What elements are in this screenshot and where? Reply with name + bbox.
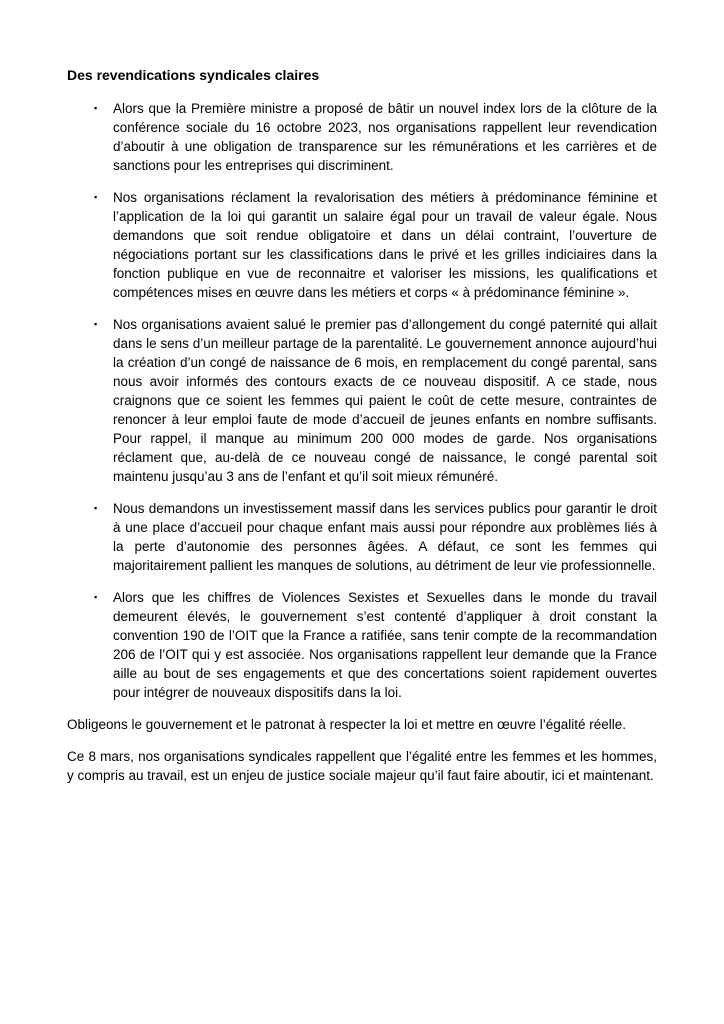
square-bullet-icon: ▪ bbox=[94, 103, 98, 113]
bullet-item bbox=[67, 188, 657, 302]
closing-paragraph: Obligeons le gouvernement et le patronat à respecter la loi et mettre en œuvre l’égalité réelle. bbox=[67, 717, 627, 732]
bullet-text: Alors que la Première ministre a proposé de bâtir un nouvel index lors de la clôture de la conférence sociale du 16 octobre 2023, nos organisations rappellent leur revendication d’aboutir à une obligation de transparence sur les rémunérations et les carrières et de sanctions pour les entreprises qui discriminent. bbox=[113, 101, 657, 173]
bullet-item bbox=[67, 499, 657, 575]
square-bullet-icon: ▪ bbox=[94, 319, 98, 329]
bullet-list bbox=[67, 99, 657, 702]
bullet-text: Nos organisations réclament la revalorisation des métiers à prédominance féminine et l’application de la loi qui garantit un salaire égal pour un travail de valeur égale. Nous demandons que soit rendue obligatoire et dans un délai contraint, l’ouverture de négociations portant sur les classifications dans le privé et les grilles indiciaires dans la fonction publique en vue de reconnaitre et valoriser les missions, les qualifications et compétences mises en œuvre dans les métiers et corps « à prédominance féminine ». bbox=[113, 190, 657, 300]
bullet-item bbox=[67, 588, 657, 702]
bullet-item bbox=[67, 315, 657, 486]
bullet-text: Nos organisations avaient salué le premier pas d’allongement du congé paternité qui allait dans le sens d’un meilleur partage de la parentalité. Le gouvernement annonce aujourd’hui la création d’un congé de naissance de 6 mois, en remplacement du congé parental, sans nous avoir informés des contours exacts de ce nouveau dispositif. A ce stade, nous craignons que ce soient les femmes qui paient le coût de cette mesure, contraintes de renoncer à leur emploi faute de mode d’accueil de jeunes enfants en nombre suffisants. Pour rappel, il manque au minimum 200 000 modes de garde. Nos organisations réclament que, au-delà de ce nouveau congé de naissance, le congé parental soit maintenu jusqu’au 3 ans de l’enfant et qu’il soit mieux rémunéré. bbox=[113, 317, 657, 484]
bullet-text: Nous demandons un investissement massif dans les services publics pour garantir le droit à une place d’accueil pour chaque enfant mais aussi pour répondre aux problèmes liés à la perte d’autonomie des personnes âgées. A défaut, ce sont les femmes qui majoritairement pallient les manques de solutions, au détriment de leur vie professionnelle. bbox=[113, 501, 657, 573]
bullet-text: Alors que les chiffres de Violences Sexistes et Sexuelles dans le monde du travail demeurent élevés, le gouvernement s’est contenté d’appliquer à droit constant la convention 190 de l’OIT que la France a ratifiée, sans tenir compte de la recommandation 206 de l’OIT qui y est associée. Nos organisations rappellent leur demande que la France aille au bout de ses engagements et que des concertations soient rapidement ouvertes pour intégrer de nouveaux dispositifs dans la loi. bbox=[113, 590, 657, 700]
bullet-item bbox=[67, 99, 657, 175]
section-heading: Des revendications syndicales claires bbox=[67, 67, 320, 83]
closing-paragraph: Ce 8 mars, nos organisations syndicales rappellent que l’égalité entre les femmes et les hommes, y compris au travail, est un enjeu de justice sociale majeur qu’il faut faire aboutir, ici et maintenant. bbox=[67, 749, 657, 783]
square-bullet-icon: ▪ bbox=[94, 503, 98, 513]
square-bullet-icon: ▪ bbox=[94, 192, 98, 202]
square-bullet-icon: ▪ bbox=[94, 592, 98, 602]
